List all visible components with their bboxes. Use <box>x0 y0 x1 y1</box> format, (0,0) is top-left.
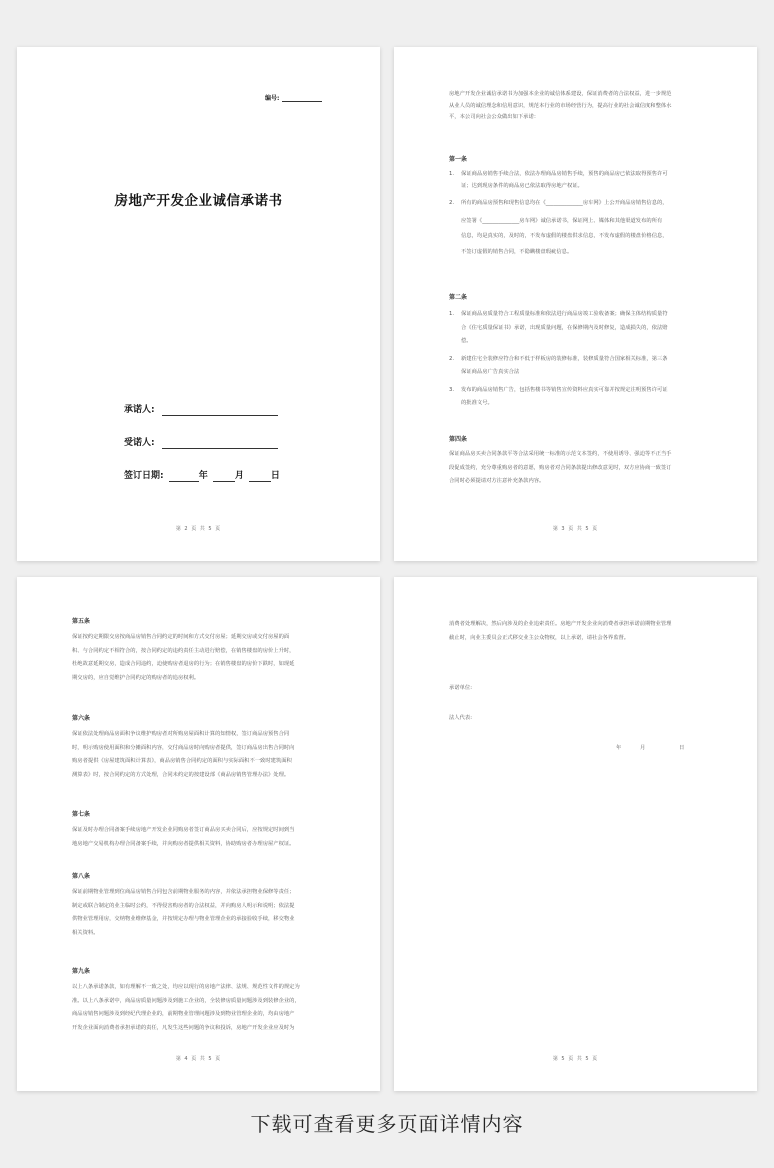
text-line: 保证商品房质量符合工程质量标准和依法进行商品房竣工验收备案；确保主体结构质量符 <box>461 311 668 317</box>
section-1-list <box>449 169 668 258</box>
promisor-blank <box>162 406 278 416</box>
text-line: 保证前期物业管理到位商品房销售合同包含前期物业服务的内容，并依法承担物业保修等责任； <box>72 889 295 895</box>
section-8-paragraph <box>72 887 294 939</box>
document-number-label: 编号: <box>265 95 280 102</box>
section-4-paragraph <box>449 449 671 488</box>
day-blank <box>249 472 271 482</box>
text-line: 积、与合同约定不相符合的，按合同约定的违约责任主动进行赔偿，在销售楼盘的房价上升时， <box>72 647 295 654</box>
text-line: 不签订虚假的销售合同，不隐瞒楼盘瑕疵信息。 <box>461 248 573 255</box>
month-label: 月 <box>234 471 244 481</box>
text-line: 合《住宅质量保证书》承诺，出现质量问题，在保修期内及时修复，造成损失的，依法赔 <box>461 324 668 331</box>
date-year-label: 年 <box>616 745 622 751</box>
section-7-paragraph <box>72 825 294 850</box>
list-item <box>449 198 668 258</box>
text-line: 偿。 <box>461 338 472 344</box>
list-number: 2. <box>449 200 455 206</box>
section-2-list <box>449 309 668 410</box>
year-blank <box>169 472 199 482</box>
list-number: 1. <box>449 311 455 317</box>
download-caption: 下载可查看更多页面详情内容 <box>250 1112 524 1136</box>
date-day-label: 日 <box>679 745 685 751</box>
text-line: 新建住宅全装修应符合和不低于样板房的装修标准，装修质量符合国家相关标准，第三条 <box>461 355 668 362</box>
sign-date-label: 签订日期: <box>124 471 164 481</box>
text-line: 保证及时办理合同备案手续房地产开发企业同购房者签订商品房买卖合同后，应按规定时间到当 <box>72 827 295 833</box>
promisee-blank <box>162 439 278 449</box>
section-5-paragraph <box>72 632 294 684</box>
page-footer: 第 3 页 共 5 页 <box>552 526 599 532</box>
section-heading: 第五条 <box>72 618 91 625</box>
text-line: 商品房销售问题涉及到经纪代理企业的，前期物业管理问题涉及到物业管理企业的，均由房地产 <box>72 1011 295 1017</box>
closing-paragraph <box>449 619 671 644</box>
promisee-field <box>124 430 278 449</box>
list-number: 1. <box>449 171 455 177</box>
section-heading: 第七条 <box>72 811 91 818</box>
text-line: 截止时，向业主委员会正式移交业主公众物权，以上承诺，请社会各界监督。 <box>449 634 630 641</box>
text-line: 相关资料。 <box>72 929 99 936</box>
month-blank <box>213 472 235 482</box>
text-line: 所有的商品房预售和现售信息均在《______________房车网》上公开商品房销售信息的， <box>461 200 668 206</box>
section-heading: 第四条 <box>449 436 468 443</box>
day-label: 日 <box>270 471 280 481</box>
list-number: 2. <box>449 355 455 362</box>
text-line: 平，本公司向社会公众做出如下承诺： <box>449 114 540 120</box>
text-line: 开发企业面向消费者承担承诺的责任，凡发生这些问题的争议和投诉，房地产开发企业应及时为 <box>72 1024 295 1031</box>
section-9-paragraph <box>72 982 300 1034</box>
text-line: 制定或联合制定的业主临时公约，不得侵害购房者的合法权益，并向购房人明示和说明；依法提 <box>72 902 295 909</box>
text-line: 合同时必须提请对方注意补充条款内容。 <box>449 478 545 484</box>
year-label: 年 <box>198 471 208 481</box>
list-item <box>449 385 668 410</box>
section-6-paragraph <box>72 729 294 781</box>
page-footer: 第 4 页 共 5 页 <box>175 1056 222 1062</box>
text-line: 信息，均是真实的，及时的，不发布虚假的楼盘供求信息，不发布虚假的楼盘价格信息， <box>461 233 668 239</box>
text-line: 段促成签约，充分尊重购房者的意愿，购房者对合同条款提出修改意见时，双方应协商一致签订 <box>449 464 672 471</box>
section-heading: 第二条 <box>449 294 468 301</box>
text-line: 从业人员的诚信理念和信用意识，规范本行业的市场经营行为，提高行业的社会诚信度和整体水 <box>449 102 672 109</box>
text-line: 保证依法处理商品房面积争议维护购房者对所购房屋面积计算的知情权，签订商品房预售合同 <box>72 731 290 737</box>
section-heading: 第八条 <box>72 873 91 880</box>
promisee-label: 受诺人: <box>124 438 155 448</box>
text-line: 时，明示购房使用面积和分摊面积内容，交付商品房时向购房者提供，签订商品房出售合同时向 <box>72 744 295 751</box>
text-line: 应签署《______________房车网》诚信承诺书，保证网上、媒体和其他渠道发布的所有 <box>461 217 663 224</box>
text-line: 保证按约定期限交房按商品房销售合同约定的时间和方式交付房屋；延期交房或交付房屋的面 <box>72 634 290 640</box>
text-line: 期交房的，应自觉维护合同约定的购房者的追房权利。 <box>72 674 200 681</box>
text-line: 准。以上八条承诺中，商品房质量问题涉及到施工企业的，全装修房质量问题涉及到装修企业的， <box>72 997 300 1004</box>
text-line: 杜绝故意延期交房，造成合同违约，迫使购房者退房的行为；在销售楼盘的房价下跌时，如现延 <box>72 661 295 667</box>
document-number-blank <box>282 95 322 102</box>
list-item <box>449 354 668 379</box>
page-footer: 第 5 页 共 5 页 <box>552 1056 599 1062</box>
legal-representative-label: 法人代表: <box>449 715 472 721</box>
text-line: 证；达到现房条件的商品房已依法取得房地产权证。 <box>461 182 583 189</box>
document-page-3 <box>17 577 380 1091</box>
page-footer: 第 2 页 共 5 页 <box>175 526 222 532</box>
text-line: 保证商品房销售手续合法，依法办理商品房销售手续，预售的商品房已依法取得预售许可 <box>461 171 668 177</box>
text-line: 购房者提供《房屋建筑面积计算表》，商品房销售合同约定的面积与实际面积不一致时建筑面积 <box>72 758 292 764</box>
list-number: 3. <box>449 386 455 393</box>
text-line: 的批准文号。 <box>461 400 493 406</box>
date-month-label: 月 <box>640 745 646 751</box>
document-page-2 <box>394 47 757 561</box>
list-item <box>449 169 668 192</box>
text-line: 保证商品房广告真实合法 <box>461 369 520 375</box>
section-heading: 第六条 <box>72 715 91 722</box>
text-line: 测算表》时，按合同约定的方式处理，合同未约定的按建设部《商品房销售管理办法》处理。 <box>72 771 290 778</box>
promisor-field <box>124 397 278 416</box>
section-heading: 第一条 <box>449 156 468 163</box>
text-line: 消费者处理解决，然后向涉及的企业追索责任。房地产开发企业向消费者承担承诺前期物业管理 <box>449 621 672 627</box>
text-line: 发布的商品房销售广告，包括售楼书等销售宣传资料应真实可靠并按规定注明预售许可证 <box>461 386 668 393</box>
intro-paragraph <box>449 89 671 124</box>
list-item <box>449 309 668 348</box>
section-heading: 第九条 <box>72 968 91 975</box>
text-line: 以上八条承诺条款，如有理解不一致之处，均应以现行的房地产法律、法规、规范性文件的规定为 <box>72 984 300 990</box>
document-page-cover <box>17 47 380 561</box>
document-number-field <box>265 93 322 102</box>
promisor-label: 承诺人: <box>124 405 155 415</box>
text-line: 地房地产交易机构办理合同备案手续，并向购房者提供相关资料，协助购房者办理房屋产权证。 <box>72 840 295 847</box>
text-line: 房地产开发企业诚信承诺书为加强本企业的诚信体系建设，保证消费者的合法权益，进一步规范 <box>449 91 672 97</box>
document-title: 房地产开发企业诚信承诺书 <box>114 193 283 209</box>
promising-unit-label: 承诺单位: <box>449 685 472 691</box>
text-line: 保证商品房买卖合同条款平等合法采用统一标准的示范文本签约，不使用诱导、强迫等不正当手 <box>449 451 672 457</box>
text-line: 供物业管理用房，交纳物业维修基金，并按规定办理与物业管理企业的承接验收手续，移交物业 <box>72 916 295 922</box>
sign-date-field <box>124 463 280 482</box>
document-page-4 <box>394 577 757 1091</box>
